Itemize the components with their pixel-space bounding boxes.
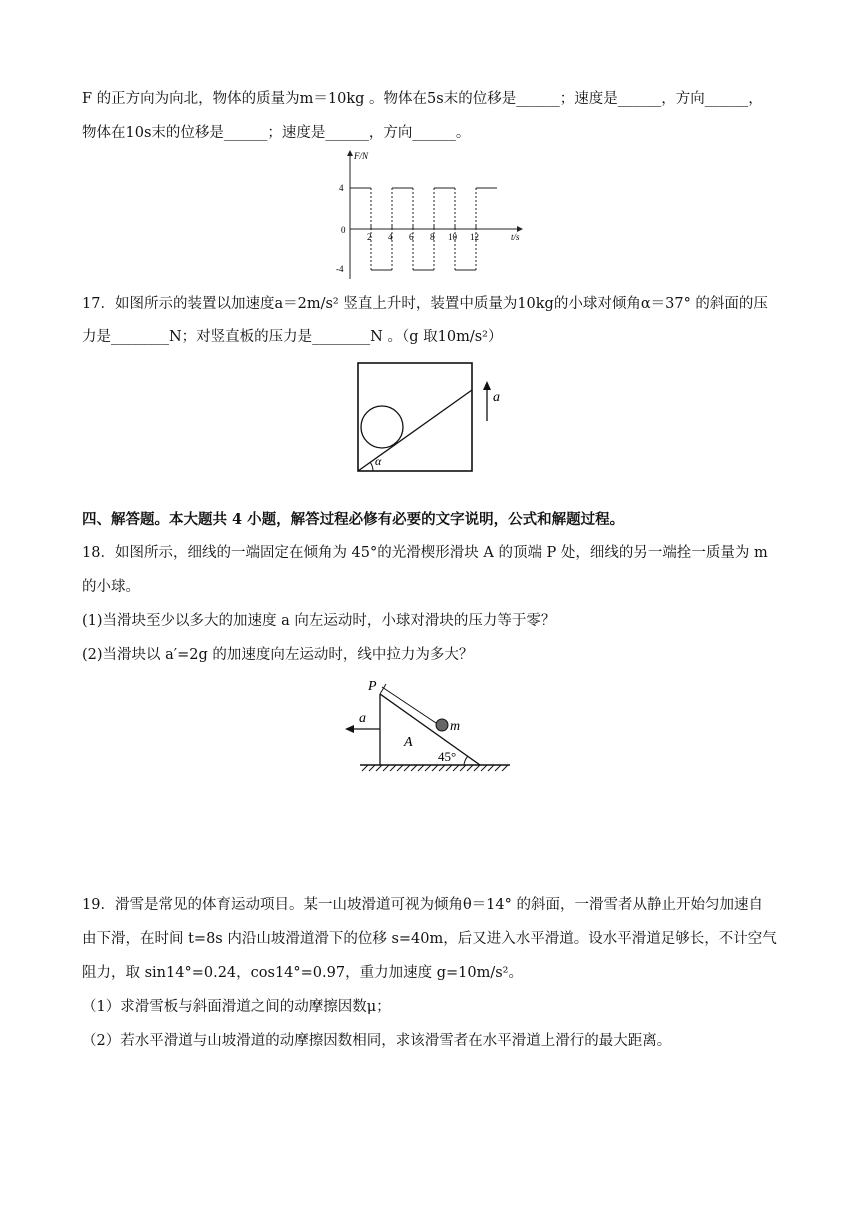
mass-m-label: m (450, 719, 461, 734)
angle-45-arc (464, 756, 468, 765)
angle-arc (370, 462, 373, 471)
q18-part-1: (1)当滑块至少以多大的加速度 a 向左运动时，小球对滑块的压力等于零？ (82, 613, 556, 629)
hatch-stroke (362, 765, 368, 771)
incline-device-figure (355, 359, 515, 477)
small-ball (436, 719, 448, 731)
hatch-stroke (481, 765, 487, 771)
q16-line-2: 物体在10s末的位移是______；速度是______，方向______。 (82, 125, 471, 141)
hatch-stroke (383, 765, 389, 771)
chart-x-tick-12: 12 (470, 232, 479, 242)
hatch-stroke (404, 765, 410, 771)
hatch-stroke (376, 765, 382, 771)
hatch-stroke (411, 765, 417, 771)
hatch-stroke (390, 765, 396, 771)
q18-part-2: (2)当滑块以 a′=2g 的加速度向左运动时，线中拉力为多大？ (82, 647, 474, 663)
accel-left-arrow-head (345, 725, 354, 733)
block-a-label: A (404, 735, 413, 750)
string (382, 687, 439, 725)
hatch-stroke (397, 765, 403, 771)
section-4-heading: 四、解答题。本大题共 4 小题，解答过程必修有必要的文字说明，公式和解题过程。 (82, 511, 625, 528)
hatch-stroke (460, 765, 466, 771)
accel-a-label: a (359, 711, 366, 726)
chart-x-tick-6: 6 (409, 232, 414, 242)
chart-x-tick-8: 8 (430, 232, 435, 242)
point-p-label: P (368, 679, 377, 694)
q19-part-1: （1）求滑雪板与斜面滑道之间的动摩擦因数μ； (82, 999, 391, 1015)
hatch-stroke (439, 765, 445, 771)
q17-line-1: 17．如图所示的装置以加速度a＝2m/s² 竖直上升时，装置中质量为10kg的小球对倾角α＝37° 的斜面的压 (82, 296, 768, 312)
hatch-stroke (488, 765, 494, 771)
q17-line-2: 力是________N；对竖直板的压力是________N 。（g 取10m/s²） (82, 329, 503, 345)
chart-x-tick-4: 4 (388, 232, 393, 242)
chart-y-tick-4: 4 (339, 183, 344, 193)
chart-x-axis-label: t/s (511, 232, 520, 242)
wedge-slope (380, 694, 480, 765)
hatch-stroke (425, 765, 431, 771)
ball (361, 406, 403, 448)
chart-y-tick-neg4: -4 (336, 264, 344, 274)
chart-y-axis-label: F/N (354, 151, 369, 161)
force-time-chart (330, 147, 530, 282)
chart-x-tick-2: 2 (367, 232, 372, 242)
q19-part-2: （2）若水平滑道与山坡滑道的动摩擦因数相同，求该滑雪者在水平滑道上滑行的最大距离。 (82, 1033, 672, 1049)
hatch-stroke (502, 765, 508, 771)
hatch-stroke (369, 765, 375, 771)
q18-line-1: 18．如图所示，细线的一端固定在倾角为 45°的光滑楔形滑块 A 的顶端 P 处，细线的另一端拴一质量为 m (82, 545, 768, 561)
hatch-stroke (446, 765, 452, 771)
hatch-stroke (467, 765, 473, 771)
chart-y-tick-0: 0 (341, 225, 346, 235)
q19-line-3: 阻力，取 sin14°=0.24，cos14°=0.97，重力加速度 g=10m/s²。 (82, 965, 523, 981)
chart-x-tick-10: 10 (448, 232, 457, 242)
wedge-figure (340, 674, 520, 774)
q19-line-2: 由下滑，在时间 t=8s 内沿山坡滑道滑下的位移 s=40m，后又进入水平滑道。设水平滑道足够长，不计空气 (82, 931, 777, 947)
hatch-stroke (495, 765, 501, 771)
hatch-stroke (474, 765, 480, 771)
q18-line-2: 的小球。 (82, 579, 140, 595)
angle-alpha-label: α (375, 454, 382, 468)
accel-arrow-head (483, 381, 491, 390)
q16-line-1: F 的正方向为向北，物体的质量为m＝10kg 。物体在5s末的位移是______；速度是______，方向______， (82, 91, 763, 107)
hatch-stroke (453, 765, 459, 771)
ground-hatching (362, 765, 508, 771)
q19-line-1: 19．滑雪是常见的体育运动项目。某一山坡滑道可视为倾角θ＝14° 的斜面，一滑雪者从静止开始匀加速自 (82, 897, 763, 913)
hatch-stroke (418, 765, 424, 771)
hatch-stroke (432, 765, 438, 771)
accel-label: a (493, 390, 500, 405)
angle-45-label: 45° (438, 749, 457, 764)
